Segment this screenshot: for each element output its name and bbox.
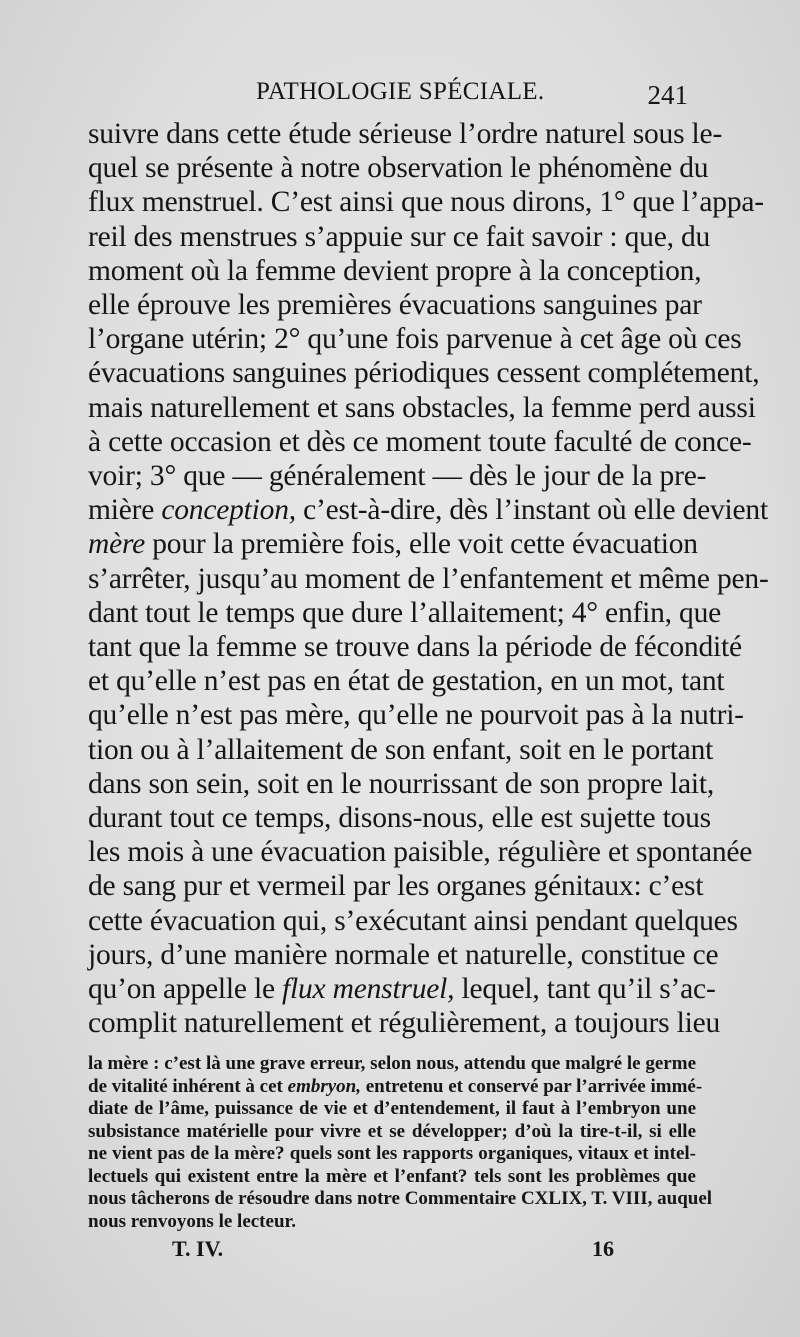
text-line: l’organe utérin; 2° qu’une fois parvenue à cet âge où ces (88, 323, 742, 356)
page-number: 241 (647, 80, 688, 110)
text-line (88, 527, 698, 561)
footnote-line: lectuels qui existent entre la mère et l’enfant? tels sont les problèmes que (88, 1165, 696, 1187)
text-line: évacuations sanguines périodiques cessent complétement, (88, 357, 760, 390)
text-line: tion ou à l’allaitement de son enfant, soit en le portant (88, 733, 714, 766)
text-line: s’arrêter, jusqu’au moment de l’enfantement et même pen- (88, 562, 769, 595)
text-run: qu’on appelle le (88, 973, 283, 1006)
text-line: dans son sein, soit en le nourrissant de son propre lait, (88, 767, 715, 800)
text-run: de vitalité inhérent à cet (88, 1075, 288, 1097)
signature-mark: 16 (592, 1236, 614, 1261)
text-line (88, 972, 716, 1006)
italic-term: mère (88, 528, 146, 561)
footnote-line: diate de l’âme, puissance de vie et d’entendement, il faut à l’embryon une (88, 1098, 696, 1119)
text-run: lequel, tant qu’il s’ac- (454, 973, 716, 1006)
text-run: entretenu et conservé par l’arrivée immé- (361, 1075, 703, 1097)
text-line: quel se présente à notre observation le phénomène du (88, 152, 709, 185)
text-line: jours, d’une manière normale et naturelle, constitue ce (88, 938, 719, 971)
text-run: mière (88, 494, 162, 527)
volume-mark: T. IV. (172, 1236, 224, 1261)
text-run: c’est-à-dire, dès l’instant où elle devient (295, 494, 768, 527)
text-line: cette évacuation qui, s’exécutant ainsi pendant quelques (88, 904, 738, 937)
page-header (88, 78, 688, 114)
footnote-line: la mère : c’est là une grave erreur, selon nous, attendu que malgré le germe (88, 1053, 696, 1074)
text-line: et qu’elle n’est pas en état de gestation, en un mot, tant (88, 665, 725, 698)
text-line: à cette occasion et dès ce moment toute faculté de conce- (88, 425, 752, 458)
text-line: flux menstruel. C’est ainsi que nous dirons, 1° que l’appa- (88, 186, 764, 219)
italic-term: embryon, (287, 1075, 361, 1097)
text-line: de sang pur et vermeil par les organes génitaux: c’est (88, 870, 704, 903)
text-line: dant tout le temps que dure l’allaitement; 4° enfin, que (88, 596, 722, 629)
italic-term: conception, (161, 494, 296, 527)
italic-term: flux menstruel, (282, 973, 455, 1006)
footnote-line: ne vient pas de la mère? quels sont les rapports organiques, vitaux et intel- (88, 1143, 696, 1164)
text-line: reil des menstrues s’appuie sur ce fait savoir : que, du (88, 220, 711, 253)
page-footer (88, 1236, 688, 1266)
text-line: voir; 3° que — généralement — dès le jour de la pre- (88, 460, 707, 493)
text-line: moment où la femme devient propre à la conception, (88, 254, 702, 287)
footnote-line: subsistance matérielle pour vivre et se développer; d’où la tire-t-il, si elle (88, 1120, 696, 1142)
main-text (88, 117, 769, 1040)
text-line: elle éprouve les premières évacuations sanguines par (88, 289, 702, 322)
footnote-line: nous renvoyons le lecteur. (88, 1210, 296, 1232)
footnote-line: nous tâcherons de résoudre dans notre Commentaire CXLIX, T. VIII, auquel (88, 1188, 713, 1209)
text-line: qu’elle n’est pas mère, qu’elle ne pourvoit pas à la nutri- (88, 699, 744, 732)
text-line: complit naturellement et régulièrement, a toujours lieu (88, 1007, 721, 1040)
text-run: pour la première fois, elle voit cette évacuation (145, 528, 698, 561)
text-line: suivre dans cette étude sérieuse l’ordre naturel sous le- (88, 118, 723, 150)
footnote-line (88, 1075, 703, 1099)
text-line: durant tout ce temps, disons-nous, elle est sujette tous (88, 802, 711, 835)
text-line: mais naturellement et sans obstacles, la femme perd aussi (88, 391, 756, 424)
running-title: PATHOLOGIE SPÉCIALE. (256, 78, 545, 105)
text-line (88, 493, 768, 527)
text-line: les mois à une évacuation paisible, régulière et spontanée (88, 836, 753, 869)
footnote (88, 1053, 713, 1233)
text-line: tant que la femme se trouve dans la période de fécondité (88, 631, 742, 664)
